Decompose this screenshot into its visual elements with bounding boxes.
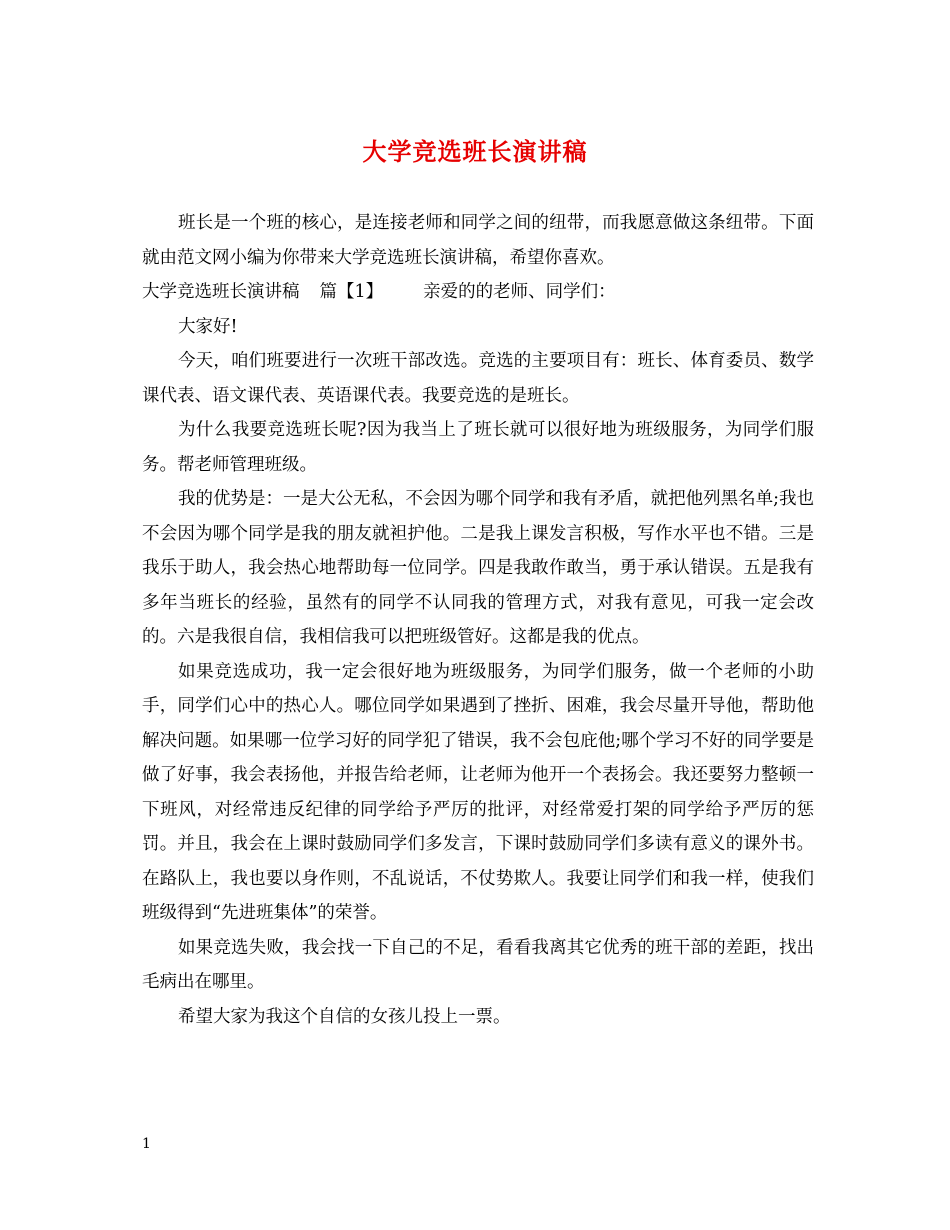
body-paragraph: 如果竞选失败，我会找一下自己的不足，看看我离其它优秀的班干部的差距，找出毛病出在哪里。 — [142, 937, 814, 992]
section-heading — [142, 275, 814, 310]
section-heading-part: 篇【1】 — [319, 282, 384, 302]
section-heading-name: 大学竞选班长演讲稿 — [142, 282, 300, 302]
body-paragraph: 如果竞选成功，我一定会很好地为班级服务，为同学们服务，做一个老师的小助手，同学们心中的热心人。哪位同学如果遇到了挫折、困难，我会尽量开导他，帮助他解决问题。如果哪一位学习好的同学犯了错误，我不会包庇他;哪个学习不好的同学要是做了好事，我会表扬他，并报告给老师，让老师为他开一个表扬会。我还要努力整顿一下班风，对经常违反纪律的同学给予严厉的批评，对经常爱打架的同学给予严厉的惩罚。并且，我会在上课时鼓励同学们多发言，下课时鼓励同学们多读有意义的课外书。在路队上，我也要以身作则，不乱说话，不仗势欺人。我要让同学们和我一样，使我们班级得到“先进班集体”的荣誉。 — [142, 661, 814, 923]
body-paragraph: 希望大家为我这个自信的女孩儿投上一票。 — [178, 1006, 511, 1027]
document-body — [142, 206, 814, 1034]
body-paragraph: 今天，咱们班要进行一次班干部改选。竞选的主要项目有：班长、体育委员、数学课代表、语文课代表、英语课代表。我要竞选的是班长。 — [142, 351, 814, 406]
body-paragraph: 我的优势是：一是大公无私，不会因为哪个同学和我有矛盾，就把他列黑名单;我也不会因为哪个同学是我的朋友就袒护他。二是我上课发言积极，写作水平也不错。三是我乐于助人，我会热心地帮助每一位同学。四是我敢作敢当，勇于承认错误。五是我有多年当班长的经验，虽然有的同学不认同我的管理方式，对我有意见，可我一定会改的。六是我很自信，我相信我可以把班级管好。这都是我的优点。 — [142, 489, 814, 647]
page-number: 1 — [142, 1136, 151, 1152]
body-paragraph: 为什么我要竞选班长呢?因为我当上了班长就可以很好地为班级服务，为同学们服务。帮老师管理班级。 — [142, 420, 814, 475]
body-paragraph: 大家好! — [178, 316, 238, 337]
document-title: 大学竞选班长演讲稿 — [362, 138, 588, 166]
greeting-text: 亲爱的的老师、同学们： — [423, 282, 616, 302]
intro-paragraph: 班长是一个班的核心，是连接老师和同学之间的纽带，而我愿意做这条纽带。下面就由范文网小编为你带来大学竞选班长演讲稿，希望你喜欢。 — [142, 213, 814, 268]
